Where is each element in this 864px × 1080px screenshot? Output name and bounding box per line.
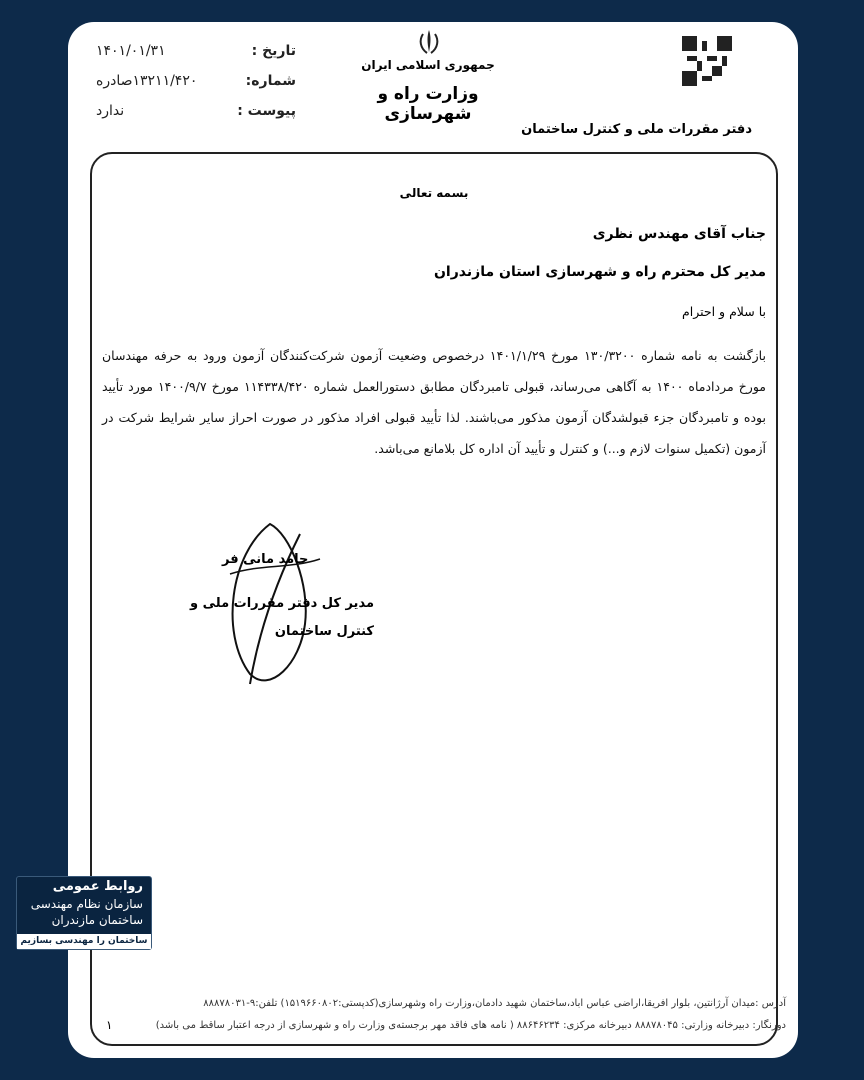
bismillah: بسمه تعالی (399, 186, 469, 200)
attachment-row (96, 96, 296, 126)
badge-line-2: سازمان نظام مهندسی (30, 897, 143, 911)
ministry-title: وزارت راه و شهرسازی (377, 84, 479, 124)
letter-meta (96, 36, 296, 126)
letter-page (68, 22, 798, 1058)
iran-emblem-icon (414, 28, 444, 56)
badge-slogan: ساختمان را مهندسی بسازیم (17, 934, 151, 949)
office-title: دفتر مقررات ملی و کنترل ساختمان (521, 122, 752, 137)
date-label: تاریخ : (251, 43, 296, 59)
badge-line-3: ساختمان مازندران (51, 913, 143, 927)
signer-title: مدیر کل دفتر مقررات ملی و کنترل ساختمان (190, 596, 374, 639)
attachment-value: ندارد (96, 103, 125, 119)
number-value: ۱۳۲۱۱/۴۲۰صادره (96, 73, 198, 89)
footer-address: آدرس :میدان آرژانتین، بلوار افریقا،اراضی عباس اباد،ساختمان شهید دادمان،وزارت راه وشهرسازی(کدپستی:۱۵۱۹۶۶۰۸۰۲) تلفن:۹-۸۸۸۷۸۰۳۱ (203, 998, 786, 1009)
greeting: با سلام و احترام (682, 304, 766, 319)
page-number: ۱ (106, 1018, 113, 1032)
letter-body: بازگشت به نامه شماره ۱۳۰/۳۲۰۰ مورخ ۱۴۰۱/۱/۲۹ درخصوص وضعیت آزمون شرکت‌کنندگان آزمون ورود به حرفه مهندسان مورخ مردادماه ۱۴۰۰ به آگاهی می‌رساند، قبولی تامبردگان مطابق دستورالعمل شماره ۱۱۴۳۳۸/۴۲۰ مورخ ۱۴۰۰/۹/۷ مورد تأیید بوده و تامبردگان جزء قبولشدگان آزمون مذکور می‌باشند. لذا تأیید قبولی افراد مذکور در صورت احراز سایر شرایط شرکت در آزمون (تکمیل سنوات لازم و...) و کنترل و تأیید آن اداره کل بلامانع می‌باشد. (102, 348, 766, 456)
republic-title: جمهوری اسلامی ایران (361, 58, 495, 72)
footer-contact: دورنگار: دبیرخانه وزارتی: ۸۸۸۷۸۰۴۵ دبیرخانه مرکزی: ۸۸۶۴۶۲۳۴ ( نامه های فاقد مهر برجسته‌ی وزارت راه و شهرسازی از درجه اعتبار ساقط می باشد) (155, 1020, 786, 1031)
number-row (96, 66, 296, 96)
badge-line-1: روابط عمومی (52, 879, 143, 894)
qr-code-icon (682, 36, 732, 86)
public-relations-logo (16, 876, 152, 950)
attachment-label: پیوست : (237, 103, 296, 119)
signer-name: حامد مانی فر (222, 552, 309, 567)
date-value: ۱۴۰۱/۰۱/۳۱ (96, 43, 166, 59)
number-label: شماره: (245, 73, 296, 89)
letter-frame (90, 152, 778, 1046)
recipient-name: جناب آقای مهندس نظری (592, 226, 766, 242)
date-row (96, 36, 296, 66)
recipient-title: مدیر کل محترم راه و شهرسازی استان مازندران (433, 264, 766, 280)
